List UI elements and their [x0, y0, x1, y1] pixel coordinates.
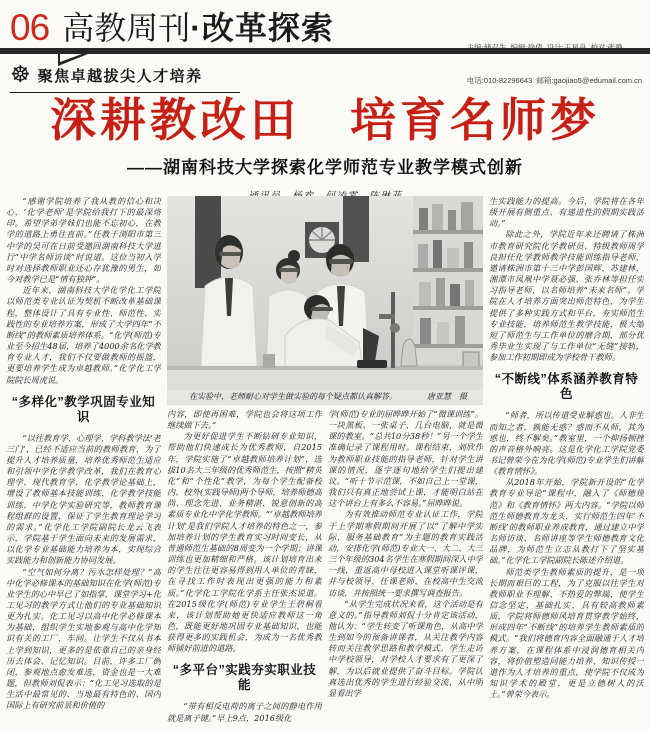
paragraph: 近年来，湖南科技大学化学化工学院以师范类专业认证为契机不断改革基础课程，整体设计了具有专业性、师范性、实践性的专业培养方案，形成了大学四年“不断线”的教师素质培养体系。“化学(师范)专业至今招生48届，培养了4000余名化学教育专业人才，我们不仅要做教师的摇篮，更要培养学生成为卓越教师。”化学化工学院院长周虎说。 [6, 285, 161, 385]
masthead-rule-tail-inner [60, 54, 82, 62]
paragraph: 为更好促进学生不断钻研专业知识，帮助他们快速成长为优秀教师，自2015年，学院实施了“卓越教师培养计划”，选拔10名大三年级的优秀师范生，按照“精英化”和“个性化”教学，为每个学生配备校内、校外(实践导师)两个导师，培养师德高尚、理念先进、业务精湛、锐意创新的高素质专业化中学化学教师。“‘卓越教师培养计划’是我们学院人才培养的特色之一，参加培养计划的学生教育实习时间变长，从普通师范生基础的8周变为一个学期；讲课训练也更加精细和严格。该计划培育出来的学生往往更容易得到用人单位的青睐，在寻找工作时表现出更强的能力和素质。”化学化工学院化学系主任张杰说道。在2015级化学(师范)专业学生王碧桐看来，该计划帮助她更快适应教师这一角色，既能更好地巩固专业基础知识，也能获得更多的实践机会，为成为一名优秀教师铺好前进的道路。 [167, 431, 322, 654]
article-column-2 [167, 409, 322, 730]
article-column-1 [6, 196, 161, 730]
paragraph: 除此之外，学院近年来还聘请了株洲市教育研究院化学教研员、特级教师周学良担任化学教师教学技能训练指导老师，邀请株洲市第十三中学彭国辉、苏建林，湘潭市凤凰中学聂必强、张乔林等担任实习指导老师，以名师培养“未来名师”。学院在人才培养方面突出师范特色，为学生提供了多种实践方式和平台，夯实师范生专业技能，培养师范生教学技能，极大缩短了师范生与工作单位的磨合期，部分优秀毕业生实现了与工作单位“无缝”接轨，参加工作初期即成为学校骨干教师。 [489, 229, 644, 363]
paragraph: “以往教育学、心理学、学科教学法‘老三门’，已经不适应当前的教师教育，为了提升人才培养质量，培养优秀师范生适应和引领中学化学教学改革，我们在教育心理学、现代教育学、化学教学论基础上，增设了教师基本技能训练、化学教学技能训练、中学化学实验研究等，教师教育课程组群的设置，保证了学生教育理论学习的需求。”化学化工学院副院长龙云飞表示，学院基于学生面向未来的发展需求，以化学专业基础能力培养为本，实现综合实践能力和创新能力协同发展。 [6, 432, 161, 566]
section-title-regular: 高教周刊 [62, 10, 191, 46]
headline-block [0, 94, 650, 202]
paragraph: 内容，即使再困难，学院也会将这项工作继续做下去。” [167, 409, 322, 431]
section-title-bold: ·改革探索 [190, 10, 334, 46]
headline-subtitle: ——湖南科技大学探索化学师范专业教学模式创新 [127, 158, 523, 177]
paragraph: “从学生完成状况来看，这个活动是有意义的。”指导教师刘侃十分肯定该活动，他认为：“学生转变了听课角色，从高中学生到如今的预备讲课者，从关注教学内容转而关注教学思路和教学模式。学生走访中学校领导，对学校人才要求有了更深了解，为以后就业提供了奋斗目标。学院认真选出优秀的学生进行经验交流，从中明显看出学 [328, 598, 483, 698]
staff-line-contact: 电话:010-82296643 邮箱:gaojiao5@edumail.com.cn [466, 76, 642, 85]
article-column-3 [328, 409, 483, 730]
paragraph: 学(师范)专业的屈晔晔开始了“微课训练”。一块黑板、一张桌子、几台电脑，就是微课的教室。“总共10分38秒！”另一个学生准确记录了课程用时。课程结束，刘欣作为教师职业技能的指导老师，针对学生讲课的情况，逐字逐句地给学生们提出建议。“听十节示范课，不如自己上一堂课，我们只有真正地尝试上课，才能明白站在这个讲台上有多么不容易。”屈晔晔说。 [328, 409, 483, 509]
section-title [62, 8, 334, 48]
paragraph: “带有相反电荷的离子之间的静电作用就是离子键。”早上9点，2016级化 [167, 701, 322, 723]
lab-photo-illustration [167, 196, 483, 405]
section-heading-diversified-teaching: “多样化”教学巩固专业知识 [11, 394, 156, 424]
focus-column-badge [10, 64, 240, 93]
paragraph: 师范类学生教师素质的提升，是一项长期而艰巨的工程，为了克服以往学生对教师职业不理解、不热爱的弊端，使学生信念坚定，基础扎实，具有较高教师素质，学院将师德师风培育贯穿教学始终，形成四年“不断线”的培养学生教师素质的模式。“我们将德育内容全面融通于人才培养方案，在课程体系中浸润德育相关内容，将价值塑造同能力培养、知识传授一道作为人才培养的重点，使学院不仅成为知识学术的殿堂，更是立德树人的沃土。”曾荣今表示。 [489, 566, 644, 700]
paragraph: “师者，所以传道受业解惑也。人非生而知之者，孰能无惑？惑而不从师，其为惑也，终不解矣。”教室里，一个抑扬顿挫的声音格外响亮。这是化学化工学院党委书记曾荣今在为化学(师范)专业学生们讲解《教育情怀》。 [489, 410, 644, 477]
article-column-4 [489, 196, 644, 730]
article-photo [167, 196, 483, 405]
paragraph: 生实践能力的提高。今后，学院将在各年级开展有侧重点、有递进性的假期实践活动。” [489, 196, 644, 229]
photo-caption-row [167, 390, 483, 404]
photo-credit: 唐亚慧 摄 [427, 392, 467, 401]
photo-caption: 在实验中，老师耐心对学生做实验的每个疑点都认真解答。 [189, 392, 397, 401]
page-number: 06 [10, 7, 50, 48]
paragraph: 为有效推动师范专业认证工作，学院于上学期寒假期间开展了以“了解中学实际，服务基础教育”为主题的教育实践活动，安排化学(师范)专业大一、大二、大三三个年级的304名学生在寒假期间深入中学一线，重返高中母校进入课堂听课评课，并与校领导、任课老师、在校高中生交流访谈，并按照统一要求撰写调查报告。 [328, 509, 483, 598]
paragraph: “空气如何分离？污水怎样处理？”高中化学必修课本的基础知识在化学(师范)专业学生的心中早已了如指掌，课堂学习+化工见习的教学方式让他们的专业基础知识更为扎实。化工见习以高中化学必修课本为基础，组织学生实地参观与高中化学知识有关的工厂、车间。让学生不仅从书本上学到知识，更多的是依靠自己的亲身经历去体会、记忆知识。目前，许多工厂倒闭，参观地点愈发难选，资金也是一大难题，但教师刘侃表示：“化工见习选取的是生活中最常见的、当地最有特色的、国内国际上有研究前景和价值的 [6, 566, 161, 711]
focus-column-label: 聚焦卓越拔尖人才培养 [37, 68, 203, 85]
section-heading-multi-platform-practice: “多平台”实践夯实职业技能 [172, 663, 317, 693]
ship-wheel-icon: ☸ [10, 62, 31, 88]
main-headline: 深耕教改田 培育名师梦 [50, 94, 600, 146]
paragraph: 从2018年开始，学院新开设的“化学教育专业导论”课程中，融入了《师德规范》和《教育情怀》两大内容。“学院以师范生师德教育为龙头，实行师范生四年‘不断线’的教师职业养成教育，通过建立中学名师访谈、名师讲座等学生师德教育文化品牌，为师范生立志从教打下了坚实基础。”化学化工学院副院长陈述介绍道。 [489, 477, 644, 566]
section-heading-unbroken-line-system: “不断线”体系涵养教育特色 [494, 372, 639, 402]
masthead-rule [0, 48, 650, 54]
paragraph: “感谢学院培养了我从教的信心和决心，‘化学老师’是学院给我打下的最深烙印。希望学弟学妹们也能不忘初心，在教学的道路上勇往直前。”任教于浏阳市第三中学的吴可在日前受邀回湖南科技大学进行“中学名师访谈”时说道。这位当初入学时对选择教师职业还心存犹豫的男生，如今对教学已是“情有独钟”。 [6, 196, 161, 285]
